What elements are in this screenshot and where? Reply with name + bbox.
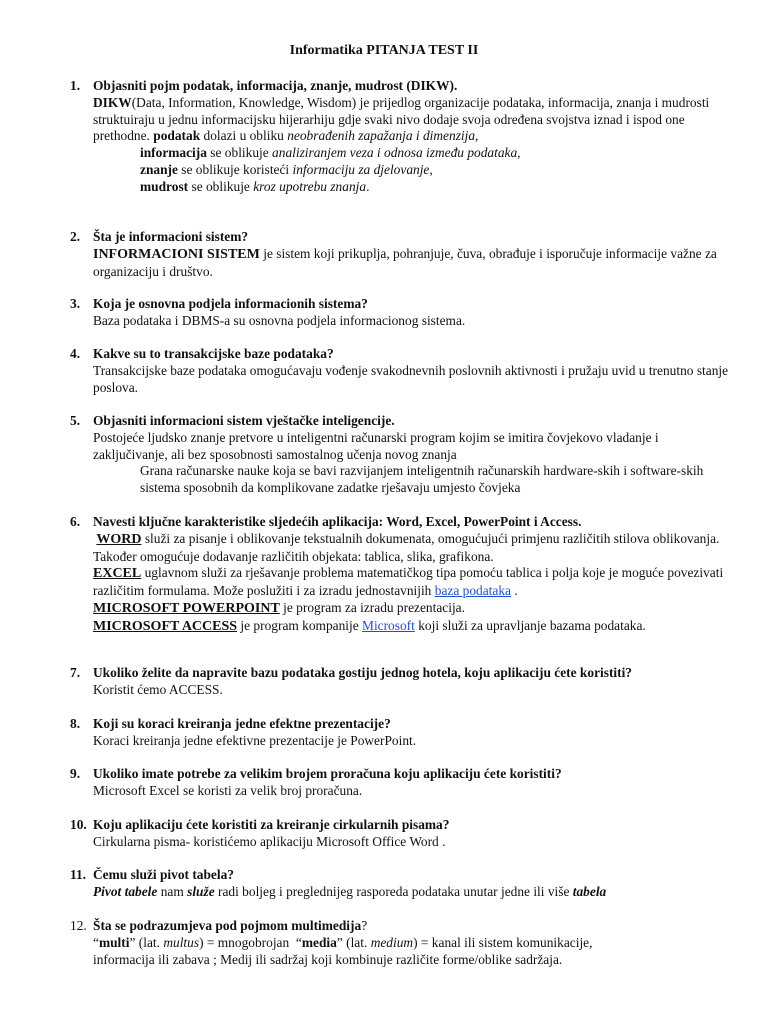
- term-word: WORD: [96, 531, 142, 547]
- term-dikw: DIKW: [93, 94, 132, 110]
- question-8: [70, 716, 730, 750]
- term-znanje: znanje: [140, 161, 178, 177]
- term-access: MICROSOFT ACCESS: [93, 618, 238, 634]
- answer: [70, 884, 730, 901]
- answer: [70, 95, 730, 145]
- answer: Microsoft Excel se koristi za velik broj proračuna.: [93, 782, 363, 798]
- answer-text: se oblikuje koristeći: [181, 161, 290, 177]
- question-heading: [70, 296, 730, 313]
- question-10: [70, 817, 730, 851]
- question-heading: [70, 229, 730, 246]
- question-text: Koji su koraci kreiranja jedne efektne prezentacije?: [93, 716, 391, 731]
- question-heading: [70, 665, 730, 682]
- question-text: Ukoliko želite da napravite bazu podataka gostiju jednog hotela, koju aplikaciju ćete koristiti?: [93, 665, 632, 680]
- question-heading: [70, 867, 730, 884]
- answer: Postojeće ljudsko znanje pretvore u inteligentni računarski program kojim se imitira čovjekovo vladanje i zaključivanje, ali bez sposobnosti samostalnog učenja novog znanja: [93, 429, 659, 462]
- link-baza-podataka[interactable]: baza podataka: [434, 583, 511, 599]
- answer-text: služi za pisanje i oblikovanje tekstualnih dokumenata, omogućujući primjenu različitih stilova oblikovanja. Također omogućuje dodavanje različitih objekata: tablica, slika, grafikona.: [93, 530, 720, 564]
- answer-access: [70, 618, 730, 636]
- answer-italic: multus: [163, 934, 200, 950]
- answer: Koristit ćemo ACCESS.: [93, 681, 223, 697]
- question-number: 4.: [70, 346, 81, 361]
- question-text: Navesti ključne karakteristike sljedećih aplikacija: Word, Excel, PowerPoint i Access.: [93, 514, 582, 529]
- answer-text: se oblikuje: [191, 178, 250, 194]
- answer-text: (lat.: [346, 934, 368, 950]
- question-11: [70, 867, 730, 901]
- question-text: Čemu služi pivot tabela?: [93, 867, 234, 882]
- question-number: 11.: [70, 867, 86, 882]
- term-informacioni-sistem: INFORMACIONI SISTEM: [93, 246, 260, 262]
- quote-open: “: [295, 934, 302, 950]
- question-number: 5.: [70, 413, 81, 428]
- question-heading: [70, 716, 730, 733]
- question-mark: ?: [361, 918, 368, 933]
- term-mudrost: mudrost: [140, 178, 189, 194]
- answer-punct: ,: [429, 161, 433, 177]
- answer-line-znanje: [70, 162, 730, 179]
- question-heading: [70, 817, 730, 834]
- question-heading: [70, 514, 730, 531]
- answer-text: nam: [160, 883, 184, 899]
- term-media: media: [301, 934, 337, 950]
- answer-line-2: informacija ili zabava ; Medij ili sadržaj koji kombinuje različite forme/oblike sadržaja.: [93, 951, 563, 967]
- quote-open: “: [93, 934, 99, 950]
- answer-italic: neobrađenih zapažanja i dimenzija: [287, 128, 476, 144]
- term-pivot-tabele: Pivot tabele: [93, 883, 158, 899]
- answer-text: je program za izradu prezentacija.: [283, 599, 465, 615]
- answer-punct: ,: [517, 145, 521, 161]
- question-6: [70, 514, 730, 636]
- question-1: [70, 78, 730, 196]
- term-powerpoint: MICROSOFT POWERPOINT: [93, 600, 280, 616]
- question-heading: [70, 346, 730, 363]
- answer-excel: [70, 565, 730, 600]
- question-text: Ukoliko imate potrebe za velikim brojem proračuna koju aplikaciju ćete koristiti?: [93, 766, 562, 781]
- answer: Transakcijske baze podataka omogućavaju vođenje svakodnevnih poslovnih aktivnosti i pružaju uvid u trenutno stanje poslova.: [93, 362, 729, 395]
- answer-text: ) = kanal ili sistem komunikacije,: [413, 934, 593, 950]
- term-sluze: služe: [187, 883, 215, 899]
- answer-italic: informaciju za djelovanje: [292, 161, 430, 177]
- answer-text: radi boljeg i preglednijeg rasporeda podataka unutar jedne ili više: [218, 883, 570, 899]
- question-number: 7.: [70, 665, 81, 680]
- answer: Koraci kreiranja jedne efektivne prezentacije je PowerPoint.: [93, 732, 417, 748]
- answer-line-informacija: [70, 145, 730, 162]
- term-informacija: informacija: [140, 145, 207, 161]
- question-number: 10.: [70, 817, 87, 832]
- question-text: Kakve su to transakcijske baze podataka?: [93, 346, 334, 361]
- question-number: 2.: [70, 229, 81, 244]
- term-multi: multi: [98, 934, 130, 950]
- answer-line-mudrost: [70, 179, 730, 196]
- question-number: 3.: [70, 296, 81, 311]
- question-number: 8.: [70, 716, 81, 731]
- question-4: [70, 346, 730, 396]
- answer-definition: Grana računarske nauke koja se bavi razvijanjem inteligentnih računarskih hardware-skih i software-skih sistema sposobnih da komplikovane zadatke rješavaju umjesto čovjeka: [140, 463, 704, 496]
- answer-text: koji služi za upravljanje bazama podataka.: [418, 617, 646, 633]
- answer-text: je program kompanije: [240, 617, 359, 633]
- answer-punct: .: [514, 583, 518, 599]
- question-number: 12.: [70, 918, 87, 933]
- question-text: Koja je osnovna podjela informacionih sistema?: [93, 296, 368, 311]
- link-microsoft[interactable]: Microsoft: [362, 617, 415, 633]
- question-heading: [70, 413, 730, 430]
- question-number: 1.: [70, 78, 81, 93]
- question-3: [70, 296, 730, 330]
- term-excel: EXCEL: [93, 566, 142, 582]
- question-5: [70, 413, 730, 497]
- question-text: Koju aplikaciju ćete koristiti za kreiranje cirkularnih pisama?: [93, 817, 450, 832]
- answer-text: je sistem koji prikuplja, pohranjuje, čuva, obrađuje i isporučuje informacije važne za organizaciju i društvo.: [93, 245, 717, 279]
- question-text: Šta je informacioni sistem?: [93, 229, 249, 244]
- question-heading: [70, 918, 730, 935]
- answer-text: (Data, Information, Knowledge, Wisdom) je prijedlog organizacije podataka, informacija, znanja i mudrosti struktuiraju u jednu informacijsku hijerarhiju gdje svaki nivo dodaje svoja određena svojstva iznad i ispod one prethodne.: [93, 94, 710, 144]
- answer: Cirkularna pisma- koristićemo aplikaciju Microsoft Office Word .: [93, 833, 446, 849]
- answer-text: (lat.: [138, 934, 160, 950]
- answer-word: [70, 531, 730, 566]
- question-heading: [70, 766, 730, 783]
- quote-close: ”: [336, 934, 343, 950]
- answer: [70, 246, 730, 281]
- answer: [70, 935, 730, 952]
- answer-italic: medium: [370, 934, 414, 950]
- question-text: Objasniti pojm podatak, informacija, znanje, mudrost (DIKW).: [93, 78, 458, 93]
- question-9: [70, 766, 730, 800]
- answer-text: dolazi u obliku: [203, 128, 284, 144]
- question-text: Objasniti informacioni sistem vještačke inteligencije.: [93, 413, 395, 428]
- answer: Baza podataka i DBMS-a su osnovna podjela informacionog sistema.: [93, 312, 466, 328]
- question-2: [70, 229, 730, 280]
- document-title: Informatika PITANJA TEST II: [289, 43, 479, 58]
- answer-italic: kroz upotrebu znanja: [253, 178, 367, 194]
- question-text: Šta se podrazumjeva pod pojmom multimedija: [93, 918, 362, 933]
- answer-text: ) = mnogobrojan: [199, 934, 290, 950]
- answer-italic: analiziranjem veza i odnosa između podataka: [272, 145, 518, 161]
- question-number: 9.: [70, 766, 81, 781]
- answer-powerpoint: [70, 600, 730, 618]
- answer-punct: .: [366, 178, 370, 194]
- quote-close: ”: [129, 934, 136, 950]
- question-12: [70, 918, 730, 968]
- question-7: [70, 665, 730, 699]
- answer-text: uglavnom služi za rješavanje problema matematičkog tipa pomoću tablica i polja koje je moguće povezivati različitim formulama. Može poslužiti i za izradu jednostavnijih: [93, 565, 724, 599]
- answer-punct: ,: [475, 128, 479, 144]
- question-heading: [70, 78, 730, 95]
- term-podatak: podatak: [153, 128, 201, 144]
- term-tabela: tabela: [572, 883, 607, 899]
- answer-text: se oblikuje: [210, 145, 269, 161]
- question-number: 6.: [70, 514, 81, 529]
